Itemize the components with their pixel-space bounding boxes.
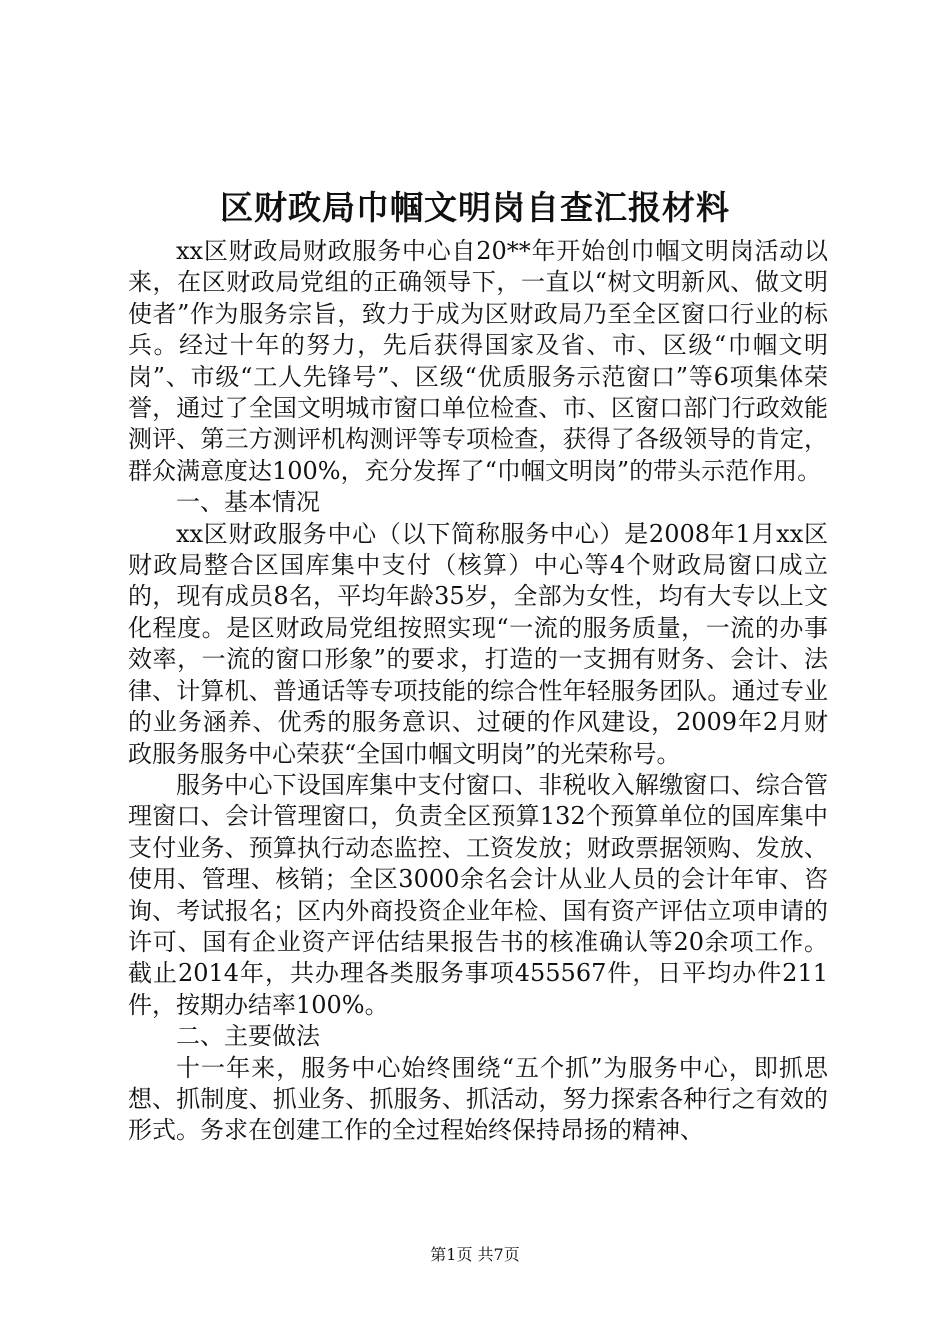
section-heading-main-methods: 二、主要做法 (176, 1022, 320, 1051)
paragraph-basic-info: xx区财政服务中心（以下简称服务中心）是2008年1月xx区财政局整合区国库集中支付（核算）中心等4个财政局窗口成立的，现有成员8名，平均年龄35岁，全部为女性，均有大专以上文化程度。是区财政局党组按照实现“一流的服务质量，一流的办事效率，一流的窗口形象”的要求，打造的一支拥有财务、会计、法律、计算机、普通话等专项技能的综合性年轻服务团队。通过专业的业务涵养、优秀的服务意识、过硬的作风建设，2009年2月财政服务服务中心荣获“全国巾帼文明岗”的光荣称号。 (128, 519, 828, 768)
paragraph-service-scope: 服务中心下设国库集中支付窗口、非税收入解缴窗口、综合管理窗口、会计管理窗口，负责全区预算132个预算单位的国库集中支付业务、预算执行动态监控、工资发放；财政票据领购、发放、使用、管理、核销；全区3000余名会计从业人员的会计年审、咨询、考试报名；区内外商投资企业年检、国有资产评估立项申请的许可、国有企业资产评估结果报告书的核准确认等20余项工作。截止2014年，共办理各类服务事项455567件，日平均办件211件，按期办结率100%。 (128, 770, 828, 1019)
page-footer: 第1页 共7页 (430, 1245, 520, 1264)
section-heading-basic-info: 一、基本情况 (176, 488, 320, 517)
paragraph-main-methods: 十一年来，服务中心始终围绕“五个抓”为服务中心，即抓思想、抓制度、抓业务、抓服务、抓活动，努力探索各种行之有效的形式。务求在创建工作的全过程始终保持昂扬的精神、 (128, 1053, 828, 1145)
paragraph-intro: xx区财政局财政服务中心自20**年开始创巾帼文明岗活动以来，在区财政局党组的正确领导下，一直以“树文明新风、做文明使者”作为服务宗旨，致力于成为区财政局乃至全区窗口行业的标兵。经过十年的努力，先后获得国家及省、市、区级“巾帼文明岗”、市级“工人先锋号”、区级“优质服务示范窗口”等6项集体荣誉，通过了全国文明城市窗口单位检查、市、区窗口部门行政效能测评、第三方测评机构测评等专项检查，获得了各级领导的肯定，群众满意度达100%，充分发挥了“巾帼文明岗”的带头示范作用。 (128, 237, 828, 485)
document-body (128, 236, 828, 1147)
document-title: 区财政局巾帼文明岗自查汇报材料 (220, 188, 730, 227)
